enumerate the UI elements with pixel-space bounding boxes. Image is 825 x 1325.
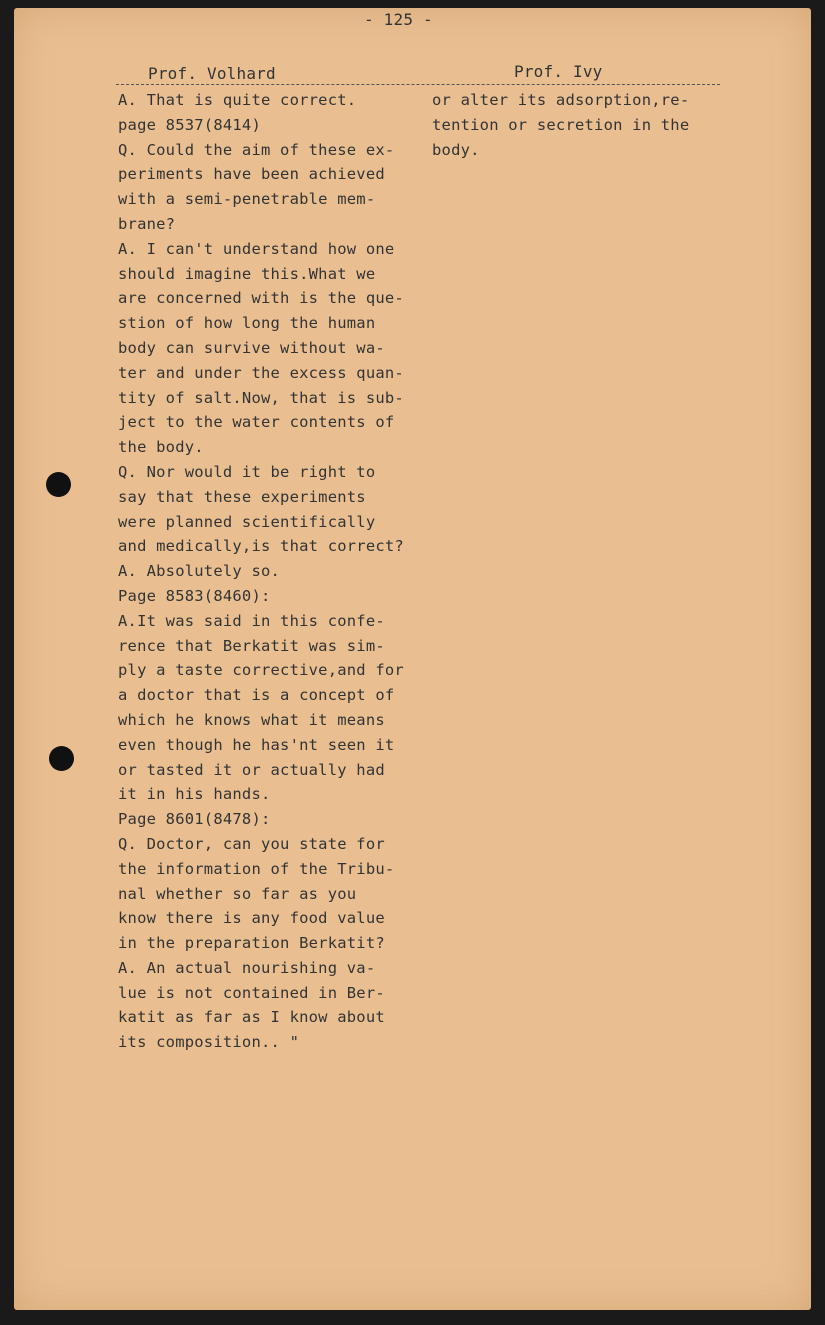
page-number: - 125 - — [364, 10, 433, 29]
left-line: lue is not contained in Ber- — [118, 983, 385, 1002]
left-line: rence that Berkatit was sim- — [118, 636, 385, 655]
left-line: know there is any food value — [118, 909, 385, 928]
left-line: brane? — [118, 214, 176, 233]
header-left-speaker: Prof. Volhard — [148, 64, 276, 83]
left-line: Q. Could the aim of these ex- — [118, 140, 395, 159]
left-line: which he knows what it means — [118, 710, 385, 729]
right-column-text — [432, 88, 732, 162]
left-line: periments have been achieved — [118, 165, 385, 184]
left-line: the body. — [118, 438, 204, 457]
punch-hole — [46, 472, 71, 497]
right-line: tention or secretion in the — [432, 115, 690, 134]
header-right-speaker: Prof. Ivy — [514, 62, 603, 81]
left-line: even though he has'nt seen it — [118, 735, 395, 754]
left-line: tity of salt.Now, that is sub- — [118, 388, 404, 407]
left-line: A. An actual nourishing va- — [118, 958, 376, 977]
left-line: it in his hands. — [118, 785, 271, 804]
left-line: A.It was said in this confe- — [118, 611, 385, 630]
left-line: and medically,is that correct? — [118, 537, 404, 556]
left-line: Q. Nor would it be right to — [118, 462, 376, 481]
left-line: the information of the Tribu- — [118, 859, 395, 878]
left-line: body can survive without wa- — [118, 338, 385, 357]
left-line: ply a taste corrective,and for — [118, 661, 404, 680]
left-line: page 8537(8414) — [118, 115, 261, 134]
left-line: A. I can't understand how one — [118, 239, 395, 258]
right-line: body. — [432, 140, 480, 159]
left-column-text — [118, 88, 438, 1055]
left-line: stion of how long the human — [118, 314, 376, 333]
left-line: with a semi-penetrable mem- — [118, 190, 376, 209]
left-line: ter and under the excess quan- — [118, 363, 404, 382]
left-line: A. That is quite correct. — [118, 91, 357, 109]
left-line: say that these experiments — [118, 487, 366, 506]
left-line: in the preparation Berkatit? — [118, 934, 385, 953]
punch-hole — [49, 746, 74, 771]
left-line: its composition.. " — [118, 1033, 300, 1052]
left-line: are concerned with is the que- — [118, 289, 404, 308]
left-line: were planned scientifically — [118, 512, 376, 531]
header-divider — [116, 84, 720, 86]
left-line: should imagine this.What we — [118, 264, 376, 283]
left-line: or tasted it or actually had — [118, 760, 385, 779]
left-line: Page 8583(8460): — [118, 586, 271, 605]
right-line: or alter its adsorption,re- — [432, 91, 690, 109]
left-line: Page 8601(8478): — [118, 810, 271, 829]
left-line: ject to the water contents of — [118, 413, 395, 432]
left-line: Q. Doctor, can you state for — [118, 834, 385, 853]
left-line: katit as far as I know about — [118, 1008, 385, 1027]
left-line: A. Absolutely so. — [118, 562, 281, 581]
left-line: nal whether so far as you — [118, 884, 357, 903]
document-page — [14, 8, 811, 1310]
left-line: a doctor that is a concept of — [118, 686, 395, 705]
